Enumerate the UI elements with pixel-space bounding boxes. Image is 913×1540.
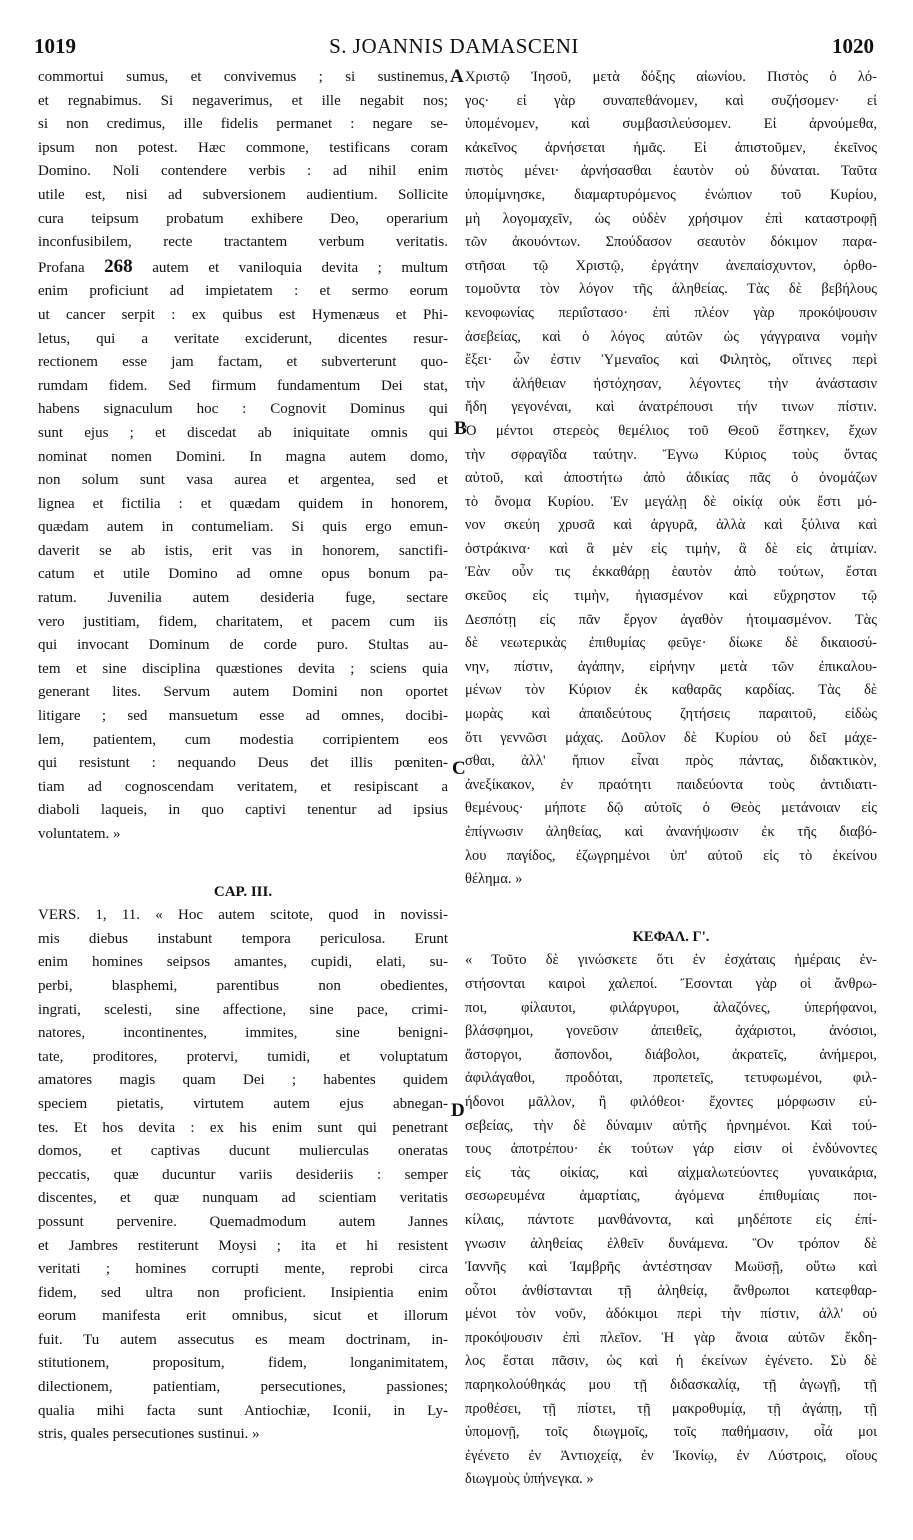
section-marker-c: C (452, 758, 466, 779)
text-line: letus, qui a veritate exciderunt, dicentes resur- (38, 330, 448, 347)
text-line: κἀκεῖνος ἀρνήσεται ἡμᾶς. Εἰ ἀπιστοῦμεν, ἐκεῖνος (465, 139, 877, 156)
text-line: ὑπομίμνησκε, διαμαρτυρόμενος ἐνώπιον τοῦ Κυρίου, (465, 186, 877, 203)
text-line: λου παγίδος, ἐζωγρημένοι ὑπ' αὐτοῦ εἰς τὸ ἐκείνου (465, 847, 877, 864)
text-line: quædam autem in contumeliam. Si quis ergo emun- (38, 519, 448, 536)
text-line: stris, quales persecutiones sustinui. » (38, 1426, 260, 1443)
text-line: tiam ad cognoscendam veritatem, et resipiscant a (38, 778, 448, 795)
text-line: stitutionem, propositum, fidem, longanimitatem, (38, 1355, 448, 1372)
text-line: peccatis, quæ ducuntur variis desideriis : semper (38, 1166, 448, 1183)
text-line: τομοῦντα τὸν λόγον τῆς ἀληθείας. Τὰς δὲ βεβήλους (465, 281, 877, 298)
running-title: S. JOANNIS DAMASCENI (329, 34, 579, 58)
text-line: ἀσεβείας, καὶ ὁ λόγος αὐτῶν ὡς γάγγραινα νομὴν (465, 328, 877, 345)
text-line: λος ἔσται πᾶσιν, ὡς καὶ ἡ ἐκείνων ἐγένετο. Σὺ δὲ (465, 1353, 877, 1370)
text-line: perbi, blasphemi, parentibus non obedientes, (38, 977, 448, 994)
text-line: et Jambres restiterunt Moysi ; ita et hi resistent (38, 1237, 448, 1254)
text-line: et regnabimus. Si negaverimus, et ille negabit nos; (38, 92, 448, 109)
text-line: τῶν ἀκουόντων. Σπούδασον σεαυτὸν δόκιμον παρα- (465, 234, 877, 251)
text-line: catum et utile Domino ad omne opus bonum pa- (38, 566, 448, 583)
section-marker-a: A (450, 66, 464, 87)
text-line: daverit se ab istis, erit vas in honorem, sanctifi- (38, 542, 448, 559)
text-line: ἤδη γεγονέναι, καὶ ἀνατρέπουσι τήν τινων πίστιν. (465, 399, 877, 416)
text-line: habens signaculum hoc : Cognovit Dominus qui (38, 401, 448, 418)
text-line: τὴν ἀλήθειαν ἠστόχησαν, λέγοντες τὴν ἀνάστασιν (465, 375, 877, 392)
page-number-left: 1019 (34, 34, 76, 58)
text-line: si non credimus, ille fidelis permanet : negare se- (38, 116, 448, 133)
greek-column (465, 66, 877, 1492)
text-line: Ὁ μέντοι στερεὸς θεμέλιος τοῦ Θεοῦ ἕστηκεν, ἔχων (465, 422, 877, 439)
text-line: Ἰαννῆς καὶ Ἰαμβρῆς ἀντέστησαν Μωϋσῇ, οὕτω καὶ (465, 1259, 877, 1276)
text-line: ὑπομένομεν, καὶ συμβασιλεύσομεν. Εἰ ἀρνούμεθα, (465, 116, 877, 133)
chapter-heading-latin: CAP. III. (213, 883, 273, 900)
text-line: ingrati, scelesti, sine affectione, sine pace, crimi- (38, 1001, 448, 1018)
text-line: κενοφωνίας περιΐστασο· ἐπὶ πλέον γὰρ προκόψουσιν (465, 304, 877, 321)
text-line: ἕξει· ὧν ἐστιν Ὑμεναῖος καὶ Φιλητὸς, οἵτινες περὶ (465, 352, 877, 369)
text-line: ratum. Juvenilia autem desideria fuge, sectare (38, 590, 448, 607)
inline-page-number: 268 (104, 255, 133, 277)
text-line: commortui sumus, et convivemus ; si sustinemus, (38, 69, 448, 85)
text-line: αὐτοῦ, καὶ ἀποστήτω ἀπὸ ἀδικίας πᾶς ὁ ὀνομάζων (465, 470, 877, 487)
text-line: ποι, φίλαυτοι, φιλάργυροι, ἀλαζόνες, ὑπερήφανοι, (465, 999, 877, 1016)
text-line: diaboli laqueis, in quo captivi tenentur ad ipsius (38, 802, 448, 819)
text-line: τὴν σφραγῖδα ταύτην. Ἔγνω Κύριος τοὺς ὄντας (465, 446, 877, 463)
page-header (34, 32, 874, 60)
text-line: possunt pervenire. Quemadmodum autem Jannes (38, 1213, 448, 1230)
text-line: lem, patientem, cum modestia corripientem eos (38, 731, 448, 748)
text-line: μωρὰς καὶ ἀπαιδεύτους ζητήσεις παραιτοῦ, εἰδὼς (465, 706, 877, 723)
text-line: rectionem esse jam factam, et subverterunt quo- (38, 354, 448, 371)
text-line: qui resistunt : nequando Deus det illis pœniten- (38, 755, 448, 772)
text-line: θεμένους· μήποτε δῷ αὐτοῖς ὁ Θεὸς μετάνοιαν εἰς (465, 800, 877, 817)
text-line: ἀνεξίκακον, ἐν πραότητι παιδεύοντα τοὺς ἀντιδιατι- (465, 776, 877, 793)
text-line: θέλημα. » (465, 871, 523, 888)
text-line: μὴ λογομαχεῖν, ὡς οὐδὲν χρήσιμον ἐπὶ καταστροφῇ (465, 210, 877, 227)
text-line: inconfusibilem, recte tractantem verbum veritatis. (38, 234, 448, 251)
text-line: νον σκεύη χρυσᾶ καὶ ἀργυρᾶ, ἀλλὰ καὶ ξύλινα καὶ (465, 517, 877, 534)
chapter-heading-greek: ΚΕΦΑΛ. Γ'. (632, 928, 710, 945)
text-line: voluntatem. » (38, 826, 121, 842)
text-line: fidem, sed ultra non proficient. Insipientia enim (38, 1284, 448, 1301)
profana-rest: autem et vaniloquia devita ; multum (152, 259, 448, 276)
text-line: προκόψουσιν ἐπὶ πλεῖον. Ἡ γὰρ ἄνοια αὐτῶν ἔκδη- (465, 1329, 877, 1346)
text-line: προθέσει, τῇ πίστει, τῇ μακροθυμίᾳ, τῇ ἀγάπῃ, τῇ (465, 1400, 877, 1417)
text-line: domos, et captivas ducunt mulierculas oneratas (38, 1143, 448, 1160)
text-line: eorum manifesta erit omnibus, sicut et illorum (38, 1308, 448, 1325)
text-line: νην, πίστιν, ἀγάπην, εἰρήνην μετὰ τῶν ἐπικαλου- (465, 658, 877, 675)
text-line: γνωσιν ἀληθείας ἐλθεῖν δυνάμενα. Ὃν τρόπον δὲ (465, 1235, 877, 1252)
text-line: σεβείας, τὴν δὲ δύναμιν αὐτῆς ἠρνημένοι. Καὶ τού- (465, 1117, 877, 1134)
text-line: σθαι, ἀλλ' ἤπιον εἶναι πρὸς πάντας, διδακτικὸν, (465, 753, 877, 770)
text-line: qualia mihi facta sunt Antiochiæ, Iconii, in Ly- (38, 1402, 448, 1419)
text-line: σκεῦος εἰς τιμὴν, ἡγιασμένον καὶ εὔχρηστον τῷ (465, 588, 877, 605)
text-line: στῆσαι τῷ Χριστῷ, ἐργάτην ἀνεπαίσχυντον, ὀρθο- (465, 257, 877, 274)
text-line: litigare ; sed mansuetum esse ad omnes, docibi- (38, 708, 448, 725)
page-number-right: 1020 (832, 34, 874, 58)
text-line: ὑπομονῇ, τοῖς διωγμοῖς, τοῖς παθήμασιν, οἷά μοι (465, 1424, 877, 1441)
text-line: μένων τὸν Κύριον ἐκ καθαρᾶς καρδίας. Τὰς δὲ (465, 682, 877, 699)
text-line: τὸ ὄνομα Κυρίου. Ἐν μεγάλῃ δὲ οἰκίᾳ οὐκ ἔστι μό- (465, 493, 877, 510)
text-line: πιστὸς μένει· ἀρνήσασθαι ἑαυτὸν οὐ δύναται. Ταῦτα (465, 163, 877, 180)
text-line: μένοι τὸν νοῦν, ἀδόκιμοι περὶ τὴν πίστιν, ἀλλ' οὐ (465, 1306, 877, 1323)
text-line: discentes, et quæ nunquam ad scientiam veritatis (38, 1190, 448, 1207)
text-line: vero justitiam, fidem, charitatem, et pacem cum iis (38, 613, 448, 630)
text-line: tate, proditores, protervi, tumidi, et voluptatum (38, 1048, 448, 1065)
text-line: στήσονται καιροὶ χαλεποί. Ἔσονται γὰρ οἱ ἄνθρω- (465, 975, 877, 992)
text-line: natores, incontinentes, immites, sine benigni- (38, 1025, 448, 1042)
text-line: παρηκολούθηκάς μου τῇ διδασκαλίᾳ, τῇ ἀγωγῇ, τῇ (465, 1377, 877, 1394)
text-line: διωγμοὺς ὑπήνεγκα. » (465, 1471, 594, 1488)
text-line: generant lites. Servum autem Domini non oportet (38, 684, 448, 701)
text-line: σεσωρευμένα ἁμαρτίαις, ἀγόμενα ἐπιθυμίαις ποι- (465, 1188, 877, 1205)
text-line: VERS. 1, 11. « Hoc autem scitote, quod in novissi- (38, 907, 448, 924)
text-line: tem et sine disciplina quæstiones devita ; sciens quia (38, 660, 448, 677)
text-line: ήδονοι μᾶλλον, ἢ φιλόθεοι· ἔχοντες μόρφωσιν εὐ- (465, 1093, 877, 1110)
text-line: δὲ νεωτερικὰς ἐπιθυμίας φεῦγε· δίωκε δὲ δικαιοσύ- (465, 635, 877, 652)
text-line: enim homines seipsos amantes, cupidi, elati, su- (38, 954, 448, 971)
text-line: ἀφιλάγαθοι, προδόται, προπετεῖς, τετυφωμένοι, φιλ- (465, 1070, 877, 1087)
text-line: lignea et fictilia : et quædam quidem in honorem, (38, 495, 448, 512)
text-line: οὗτοι ἀνθίστανται τῇ ἀληθείᾳ, ἄνθρωποι κατεφθαρ- (465, 1282, 877, 1299)
text-line: qui invocant Dominum de corde puro. Stultas au- (38, 637, 448, 654)
text-line: ἐπίγνωσιν ἀληθείας, καὶ ἀνανήψωσιν ἐκ τῆς διαβό- (465, 824, 877, 840)
text-line: veritati ; homines corrupti mente, reprobi circa (38, 1261, 448, 1278)
text-line: ut cancer serpit : ex quibus est Hymenæus et Phi- (38, 306, 448, 323)
text-line: speciem pietatis, virtutem autem ejus abnegan- (38, 1095, 448, 1112)
text-line: rumdam fidem. Sed firmum fundamentum Dei stat, (38, 377, 448, 394)
text-line: Δεσπότῃ εἰς πᾶν ἔργον ἀγαθὸν ἡτοιμασμένον. Τὰς (465, 611, 877, 628)
text-line (38, 255, 448, 281)
text-line: Ἐὰν οὖν τις ἐκκαθάρῃ ἑαυτὸν ἀπὸ τούτων, ἔσται (465, 564, 877, 581)
text-line: nominat nomen Domini. In magna autem domo, (38, 448, 448, 465)
text-line: dilectionem, patientiam, persecutiones, passiones; (38, 1379, 448, 1396)
text-line: sunt ejus ; et discedat ab iniquitate omnis qui (38, 424, 448, 441)
text-line: « Τοῦτο δὲ γινώσκετε ὅτι ἐν ἐσχάταις ἡμέραις ἐν- (465, 952, 877, 969)
text-line: enim proficiunt ad impietatem : et sermo eorum (38, 283, 448, 300)
text-line: ὅτι γεννῶσι μάχας. Δοῦλον δὲ Κυρίου οὐ δεῖ μάχε- (465, 729, 877, 746)
text-line: κίλαις, πάντοτε μανθάνοντα, καὶ μηδέποτε εἰς ἐπί- (465, 1211, 877, 1228)
text-line: amatores magis quam Dei ; habentes quidem (38, 1072, 448, 1089)
text-line: tes. Et hos devita : ex his enim sunt qui penetrant (38, 1119, 448, 1136)
text-line: εἰς τὰς οἰκίας, καὶ αἰχμαλωτεύοντες γυναικάρια, (465, 1164, 877, 1181)
text-line: ὀστράκινα· καὶ ἃ μὲν εἰς τιμὴν, ἃ δὲ εἰς ἀτιμίαν. (465, 540, 877, 557)
text-line: Domino. Noli contendere verbis : ad nihil enim (38, 163, 448, 180)
text-line: ἐγένετο ἐν Ἀντιοχείᾳ, ἐν Ἰκονίῳ, ἐν Λύστροις, οἵους (465, 1447, 877, 1464)
latin-column (38, 66, 448, 1447)
text-line: ἄστοργοι, ἄσπονδοι, διάβολοι, ἀκρατεῖς, ἀνήμεροι, (465, 1046, 877, 1063)
text-line: τους ἀποτρέπου· ἐκ τούτων γάρ εἰσιν οἱ ἐνδύνοντες (465, 1141, 877, 1158)
text-line: βλάσφημοι, γονεῦσιν ἀπειθεῖς, ἀχάριστοι, ἀνόσιοι, (465, 1023, 877, 1040)
text-line: utile est, nisi ad subversionem audientium. Sollicite (38, 186, 448, 203)
text-line: γος· εἰ γὰρ συναπεθάνομεν, καὶ συζήσομεν· εἰ (465, 92, 877, 109)
text-line: mis diebus instabunt tempora periculosa. Erunt (38, 930, 448, 947)
text-line: fuit. Tu autem assecutus es meam doctrinam, in- (38, 1331, 448, 1348)
section-marker-d: D (451, 1100, 465, 1121)
text-line: cura teipsum probatum exhibere Deo, operarium (38, 210, 448, 227)
section-marker-b: B (454, 418, 467, 439)
text-line: Χριστῷ Ἰησοῦ, μετὰ δόξης αἰωνίου. Πιστὸς ὁ λό- (465, 69, 877, 85)
text-line: non solum sunt vasa aurea et argentea, sed et (38, 472, 448, 489)
profana-word: Profana (38, 259, 85, 276)
text-line: ipsum non potest. Hæc commone, testificans coram (38, 139, 448, 156)
